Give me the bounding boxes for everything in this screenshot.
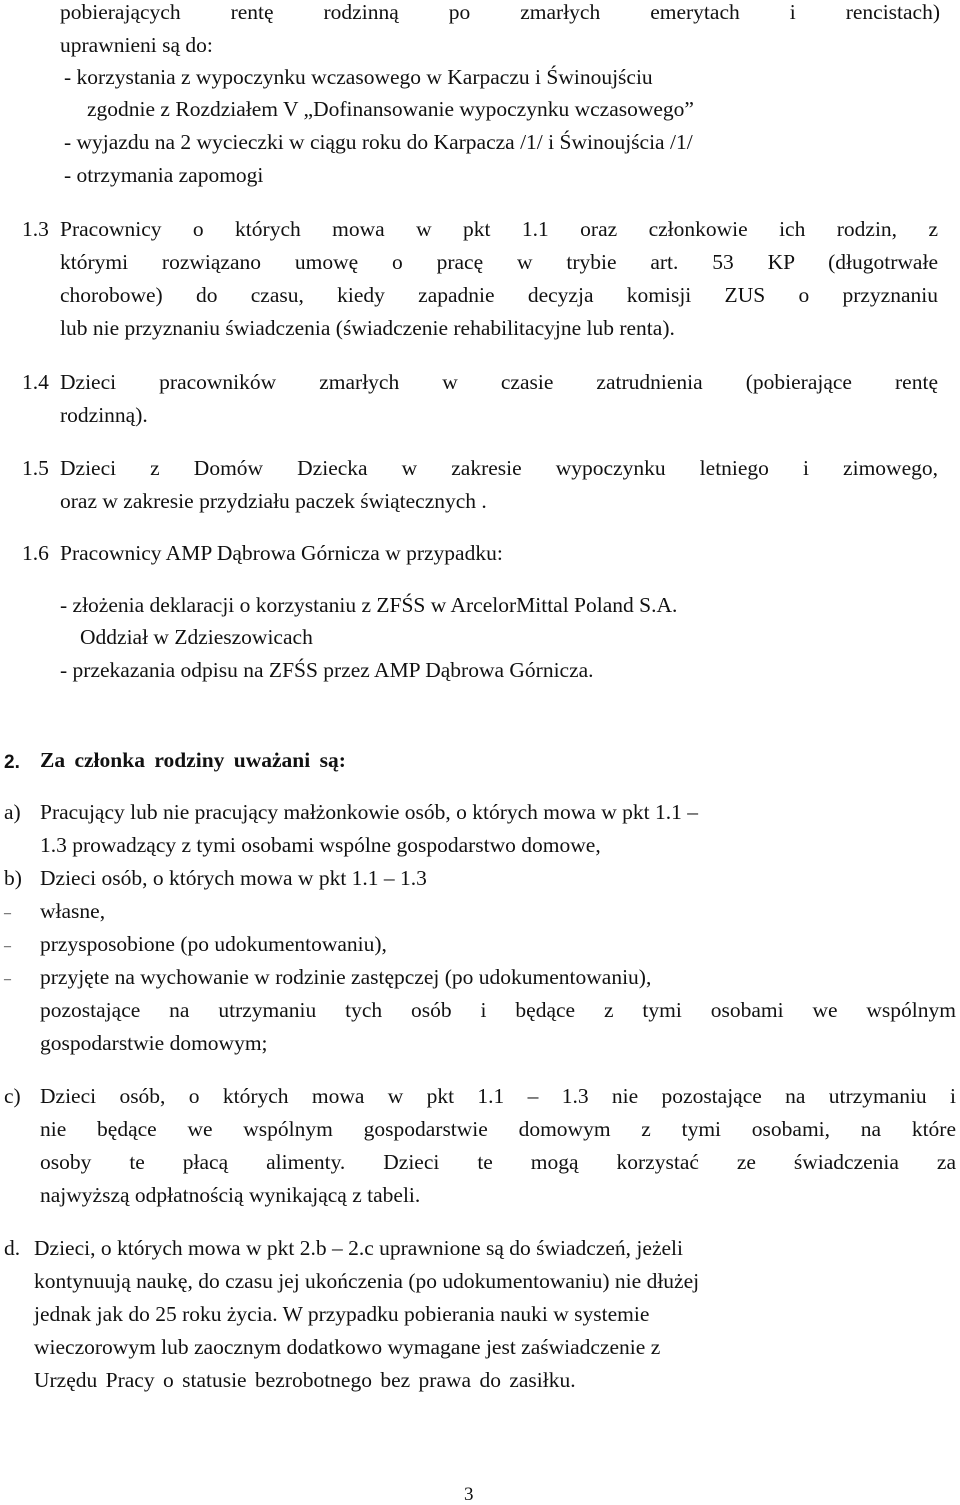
text-line: pozostające na utrzymaniu tych osób i będące z tymi osobami we wspólnym	[40, 998, 956, 1022]
text-line: Dzieci osób, o których mowa w pkt 1.1 – 1.3 nie pozostające na utrzymaniu i	[40, 1084, 956, 1108]
text-line: przyjęte na wychowanie w rodzinie zastępczej (po udokumentowaniu),	[40, 965, 652, 989]
text-line: - przekazania odpisu na ZFŚS przez AMP Dąbrowa Górnicza.	[60, 658, 594, 682]
text-line: Pracownicy o których mowa w pkt 1.1 oraz członkowie ich rodzin, z	[60, 217, 938, 241]
list-marker: c)	[4, 1084, 21, 1108]
text-line: wieczorowym lub zaocznym dodatkowo wymagane jest zaświadczenie z	[34, 1335, 661, 1359]
list-marker: d.	[4, 1236, 21, 1260]
text-line: - korzystania z wypoczynku wczasowego w Karpaczu i Świnoujściu	[64, 65, 653, 89]
dash-bullet: –	[4, 972, 11, 987]
item-number: 1.6	[22, 541, 49, 565]
text-line: Dzieci osób, o których mowa w pkt 1.1 – 1.3	[40, 866, 427, 890]
text-line: - otrzymania zapomogi	[64, 163, 264, 187]
text-line: Oddział w Zdzieszowicach	[80, 625, 313, 649]
text-line: chorobowe) do czasu, kiedy zapadnie decyzja komisji ZUS o przyznaniu	[60, 283, 938, 307]
text-line: rodzinną).	[60, 403, 148, 427]
text-line: kontynuują naukę, do czasu jej ukończenia (po udokumentowaniu) nie dłużej	[34, 1269, 700, 1293]
text-line: gospodarstwie domowym;	[40, 1031, 268, 1055]
text-line: - złożenia deklaracji o korzystaniu z ZFŚS w ArcelorMittal Poland S.A.	[60, 593, 678, 617]
text-line: Dzieci z Domów Dziecka w zakresie wypoczynku letniego i zimowego,	[60, 456, 938, 480]
text-line: Pracownicy AMP Dąbrowa Górnicza w przypadku:	[60, 541, 503, 565]
text-line: oraz w zakresie przydziału paczek świątecznych .	[60, 489, 487, 513]
text-line: zgodnie z Rozdziałem V „Dofinansowanie wypoczynku wczasowego”	[87, 97, 694, 121]
text-line: - wyjazdu na 2 wycieczki w ciągu roku do Karpacza /1/ i Świnoujścia /1/	[64, 130, 693, 154]
text-line: którymi rozwiązano umowę o pracę w trybie art. 53 KP (długotrwałe	[60, 250, 938, 274]
item-number: 1.5	[22, 456, 49, 480]
text-line: Dzieci pracowników zmarłych w czasie zatrudnienia (pobierające rentę	[60, 370, 938, 394]
text-line: osoby te płacą alimenty. Dzieci te mogą korzystać ze świadczenia za	[40, 1150, 956, 1174]
dash-bullet: –	[4, 906, 11, 921]
text-line: Pracujący lub nie pracujący małżonkowie osób, o których mowa w pkt 1.1 –	[40, 800, 698, 824]
text-line: uprawnieni są do:	[60, 33, 213, 57]
text-line: przysposobione (po udokumentowaniu),	[40, 932, 387, 956]
text-line: lub nie przyznaniu świadczenia (świadczenie rehabilitacyjne lub renta).	[60, 316, 675, 340]
list-marker: b)	[4, 866, 22, 890]
text-line: 1.3 prowadzący z tymi osobami wspólne gospodarstwo domowe,	[40, 833, 601, 857]
text-line: jednak jak do 25 roku życia. W przypadku pobierania nauki w systemie	[34, 1302, 650, 1326]
item-number: 1.4	[22, 370, 49, 394]
item-number: 1.3	[22, 217, 49, 241]
text-line: najwyższą odpłatnością wynikającą z tabeli.	[40, 1183, 421, 1207]
text-line: Urzędu Pracy o statusie bezrobotnego bez prawa do zasiłku.	[34, 1368, 576, 1392]
section-number: 2.	[4, 752, 20, 773]
text-line: nie będące we wspólnym gospodarstwie domowym z tymi osobami, na które	[40, 1117, 956, 1141]
section-title: Za członka rodziny uważani są:	[40, 748, 346, 772]
text-line: pobierających rentę rodzinną po zmarłych emerytach i rencistach)	[60, 0, 940, 24]
text-line: własne,	[40, 899, 106, 923]
text-line: Dzieci, o których mowa w pkt 2.b – 2.c uprawnione są do świadczeń, jeżeli	[34, 1236, 683, 1260]
page-number: 3	[464, 1484, 474, 1505]
dash-bullet: –	[4, 939, 11, 954]
list-marker: a)	[4, 800, 21, 824]
